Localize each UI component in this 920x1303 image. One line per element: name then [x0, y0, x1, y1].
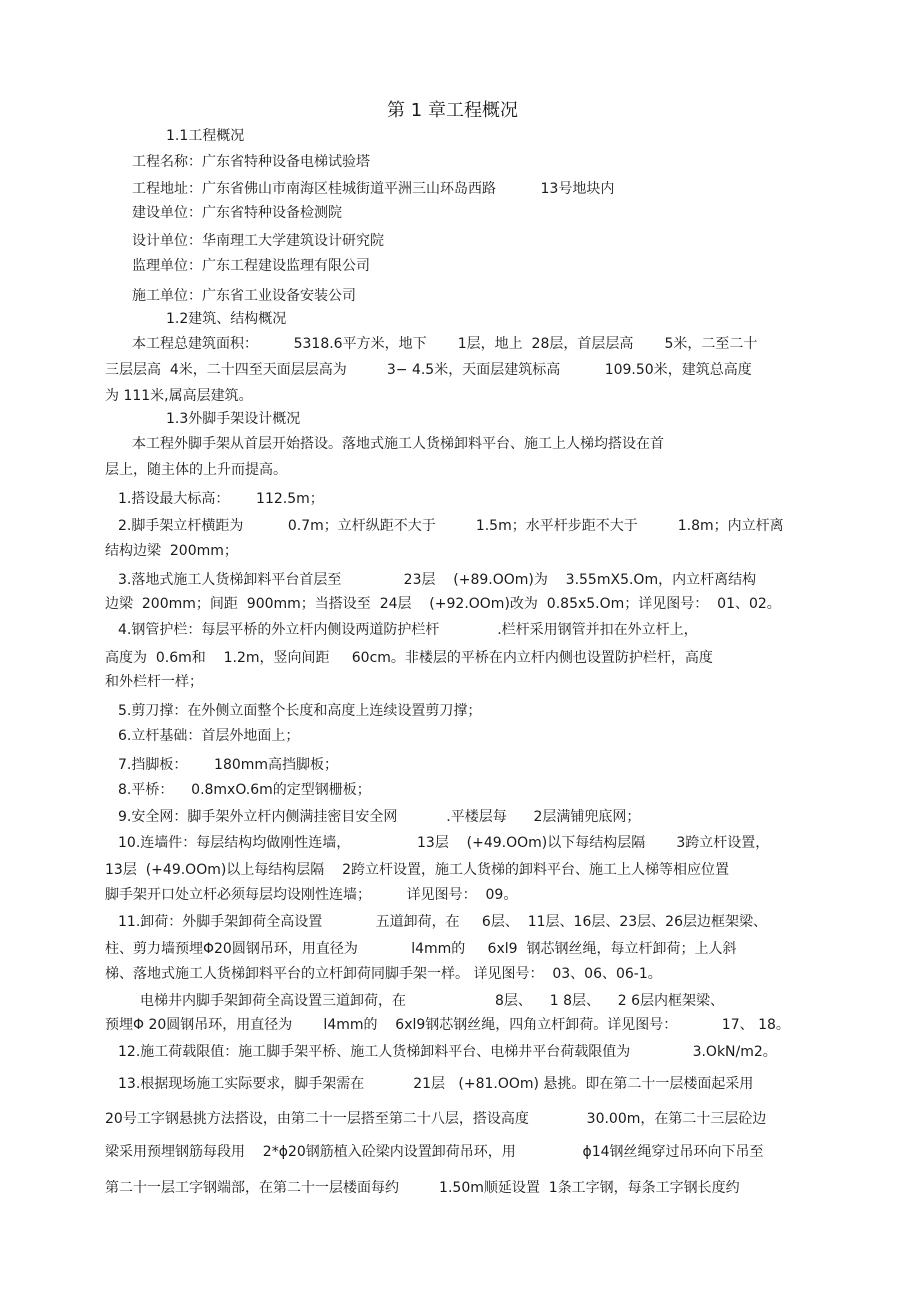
list-item: 5.剪刀撑：在外侧立面整个长度和高度上连续设置剪刀撑；	[118, 703, 482, 719]
list-item: 11.卸荷：外脚手架卸荷全高设置 五道卸荷，在 6层、 11层、16层、23层、26层边框架梁、	[118, 914, 767, 930]
list-item: 2.脚手架立杆横距为 0.7m；立杆纵距不大于 1.5m；水平杆步距不大于 1.8m；内立杆离	[118, 518, 784, 534]
list-item-continuation: 第二十一层工字钢端部，在第二十一层楼面每约 1.50m顺延设置 1条工字钢，每条工字钢长度约	[105, 1180, 740, 1196]
list-item-continuation: 脚手架开口处立杆必须每层均设刚性连墙； 详见图号： 09。	[105, 887, 518, 903]
list-item: 4.钢管护栏：每层平桥的外立杆内侧设两道防护栏杆 .栏杆采用钢管并扣在外立杆上，	[118, 622, 698, 638]
list-item: 8.平桥： 0.8mxO.6m的定型钢栅板；	[118, 782, 371, 798]
list-item: 7.挡脚板： 180mm高挡脚板；	[118, 757, 339, 773]
list-item-continuation: 结构边梁 200mm；	[105, 543, 238, 559]
list-item-continuation: 20号工字钢悬挑方法搭设，由第二十一层搭至第二十八层，搭设高度 30.00m，在第二十三层砼边	[105, 1111, 767, 1127]
list-item-continuation: 边梁 200mm；间距 900mm；当搭设至 24层 (+92.OOm)改为 0.85x5.Om；详见图号： 01、02。	[105, 596, 781, 612]
chapter-title: 第 1 章工程概况	[387, 100, 518, 121]
paragraph-line: 三层层高 4米，二十四至天面层层高为 3− 4.5米，天面层建筑标高 109.50米，建筑总高度	[105, 362, 752, 378]
paragraph-line: 本工程外脚手架从首层开始搭设。落地式施工人货梯卸料平台、施工上人梯均搭设在首	[132, 436, 664, 452]
construction-unit: 施工单位：广东省工业设备安装公司	[132, 288, 356, 304]
list-item: 3.落地式施工人货梯卸料平台首层至 23层 (+89.OOm)为 3.55mX5.Om，内立杆离结构	[118, 572, 757, 588]
list-item: 13.根据现场施工实际要求，脚手架需在 21层 (+81.OOm) 悬挑。即在第二十一层楼面起采用	[118, 1076, 754, 1092]
list-item: 6.立杆基础：首层外地面上；	[118, 728, 300, 744]
section-heading-1-1: 1.1工程概况	[166, 128, 245, 144]
supervision-unit: 监理单位：广东工程建设监理有限公司	[132, 258, 370, 274]
paragraph-line: 为 111米,属高层建筑。	[105, 388, 253, 404]
design-unit: 设计单位：华南理工大学建筑设计研究院	[132, 233, 384, 249]
list-item-continuation: 和外栏杆一样；	[105, 674, 203, 690]
list-item-continuation: 梁采用预埋钢筋每段用 2*ϕ20钢筋植入砼梁内设置卸荷吊环，用 ϕ14钢丝绳穿过吊环向下吊至	[105, 1144, 764, 1160]
list-item: 10.连墙件：每层结构均做刚性连墙， 13层 (+49.OOm)以下每结构层隔 3跨立杆设置，	[118, 835, 770, 851]
list-item-continuation: 高度为 0.6m和 1.2m，竖向间距 60cm。非楼层的平桥在内立杆内侧也设置防护栏杆，高度	[105, 650, 713, 666]
project-address: 工程地址：广东省佛山市南海区桂城街道平洲三山环岛西路 13号地块内	[132, 181, 615, 197]
builder-unit: 建设单位：广东省特种设备检测院	[132, 205, 342, 221]
paragraph-line: 电梯井内脚手架卸荷全高设置三道卸荷，在 8层、 1 8层、 2 6层内框架梁、	[140, 993, 725, 1009]
list-item: 9.安全网：脚手架外立杆内侧满挂密目安全网 .平楼层每 2层满铺兜底网；	[118, 809, 641, 825]
list-item-continuation: 柱、剪力墙预埋Φ20圆钢吊环，用直径为 l4mm的 6xl9 钢芯钢丝绳，每立杆卸荷；上人斜	[105, 941, 737, 957]
project-name: 工程名称：广东省特种设备电梯试验塔	[132, 154, 370, 170]
paragraph-line: 预埋Φ 20圆钢吊环，用直径为 l4mm的 6xl9钢芯钢丝绳，四角立杆卸荷。详见图号： 17、 18。	[105, 1017, 790, 1033]
list-item: 1.搭设最大标高： 112.5m；	[118, 491, 324, 507]
list-item-continuation: 13层 (+49.OOm)以上每结构层隔 2跨立杆设置，施工人货梯的卸料平台、施工上人梯等相应位置	[105, 862, 730, 878]
list-item: 12.施工荷载限值：施工脚手架平桥、施工人货梯卸料平台、电梯井平台荷载限值为 3.OkN/m2。	[118, 1044, 777, 1060]
paragraph-line: 本工程总建筑面积： 5318.6平方米，地下 1层，地上 28层，首层层高 5米，二至二十	[132, 336, 758, 352]
paragraph-line: 层上，随主体的上升而提高。	[105, 462, 287, 478]
list-item-continuation: 梯、落地式施工人货梯卸料平台的立杆卸荷同脚手架一样。 详见图号： 03、06、06-1。	[105, 966, 662, 982]
section-heading-1-2: 1.2建筑、结构概况	[166, 311, 287, 327]
section-heading-1-3: 1.3外脚手架设计概况	[166, 411, 301, 427]
